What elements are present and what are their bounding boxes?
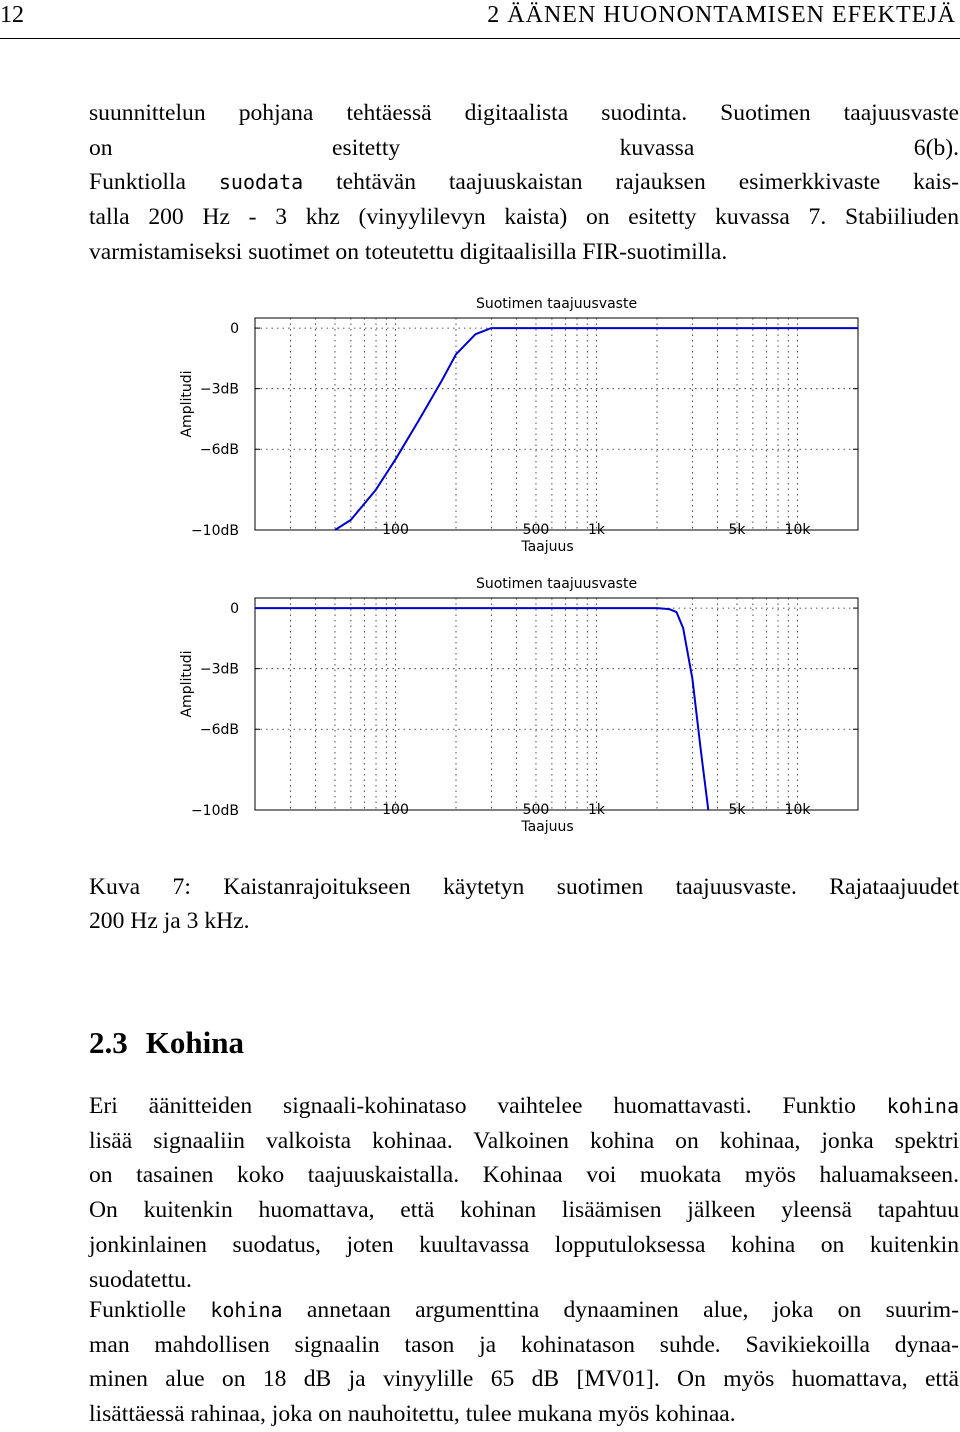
chart-title: Suotimen taajuusvaste <box>475 296 638 312</box>
y-tick-label: −10dB <box>190 523 239 539</box>
x-tick-label: 10k <box>784 522 811 538</box>
text-line: on tasainen koko taajuuskaistalla. Kohinaa voi muokata myös haluamakseen. <box>89 1162 959 1189</box>
inline-code: suodata <box>218 170 304 195</box>
section-heading <box>89 1025 262 1061</box>
y-axis-label: Amplitudi <box>179 370 195 438</box>
text-line: suodatettu. <box>89 1266 192 1293</box>
y-axis-label: Amplitudi <box>179 650 195 718</box>
section-number: 2.3 <box>89 1025 128 1060</box>
y-tick-label: −6dB <box>199 722 239 739</box>
y-tick-label: −3dB <box>199 661 239 678</box>
text-line: lisää signaaliin valkoista kohinaa. Valkoinen kohina on kohinaa, jonka spektri <box>89 1127 959 1154</box>
plot-frame <box>255 598 858 810</box>
x-tick-label: 100 <box>382 522 409 538</box>
text-line: varmistamiseksi suotimet on toteutettu digitaalisilla FIR-suotimilla. <box>89 238 728 265</box>
inline-code: kohina <box>886 1094 959 1118</box>
text-line: Eri äänitteiden signaali-kohinataso vaihtelee huomattavasti. Funktio kohina <box>89 1093 959 1119</box>
chapter-title: 2 ÄÄNEN HUONONTAMISEN EFEKTEJÄ <box>487 2 956 28</box>
text-line: minen alue on 18 dB ja vinyylille 65 dB [MV01]. On myös huomattava, että <box>89 1366 959 1393</box>
frequency-response-chart-lowpass <box>0 565 960 850</box>
x-axis-label: Taajuus <box>521 819 574 835</box>
x-tick-label: 10k <box>784 802 811 818</box>
x-tick-label: 500 <box>522 802 550 818</box>
text-line: 200 Hz ja 3 kHz. <box>89 908 250 934</box>
x-tick-label: 1k <box>587 802 606 818</box>
x-tick-label: 1k <box>587 522 606 538</box>
text-line: suunnittelun pohjana tehtäessä digitaalista suodinta. Suotimen taajuusvaste <box>89 100 959 126</box>
series-line <box>255 608 708 810</box>
figure-caption <box>89 870 959 938</box>
text-line: man mahdollisen signaalin tason ja kohinatason suhde. Savikiekoilla dynaa- <box>89 1331 959 1358</box>
x-tick-label: 5k <box>728 802 746 818</box>
x-axis-label: Taajuus <box>521 539 574 555</box>
x-tick-label: 100 <box>382 802 409 818</box>
text-line: on esitetty kuvassa 6(b). <box>89 134 959 161</box>
page-header <box>0 0 960 39</box>
noise-paragraph-2 <box>89 1293 959 1432</box>
y-tick-label: −3dB <box>199 381 239 398</box>
page-number: 12 <box>0 2 24 28</box>
text-line: jonkinlainen suodatus, joten kuultavassa lopputuloksessa kohina on kuitenkin <box>89 1231 959 1258</box>
text-line: lisättäessä rahinaa, joka on nauhoitettu, tulee mukana myös kohinaa. <box>89 1401 736 1428</box>
section-title: Kohina <box>145 1025 244 1060</box>
frequency-response-chart-highpass <box>0 285 960 565</box>
y-tick-label: 0 <box>230 321 239 338</box>
plot-frame <box>255 318 858 530</box>
y-tick-label: −6dB <box>199 442 239 459</box>
inline-code: kohina <box>210 1298 283 1322</box>
text-line: Funktiolle kohina annetaan argumenttina dynaaminen alue, joka on suurim- <box>89 1297 959 1323</box>
x-tick-label: 5k <box>728 522 746 538</box>
y-tick-label: −10dB <box>190 803 239 819</box>
text-line: talla 200 Hz - 3 khz (vinyylilevyn kaista) on esitetty kuvassa 7. Stabiiliuden <box>89 204 959 231</box>
y-tick-label: 0 <box>230 601 239 618</box>
text-line: Kuva 7: Kaistanrajoitukseen käytetyn suotimen taajuusvaste. Rajataajuudet <box>89 874 959 900</box>
noise-paragraph-1 <box>89 1089 959 1297</box>
chart-title: Suotimen taajuusvaste <box>475 576 638 592</box>
intro-paragraph <box>89 96 959 270</box>
text-line: On kuitenkin huomattava, että kohinan lisäämisen jälkeen yleensä tapahtuu <box>89 1197 959 1224</box>
x-tick-label: 500 <box>522 522 550 538</box>
text-line: Funktiolla suodata tehtävän taajuuskaistan rajauksen esimerkkivaste kais- <box>89 169 959 196</box>
